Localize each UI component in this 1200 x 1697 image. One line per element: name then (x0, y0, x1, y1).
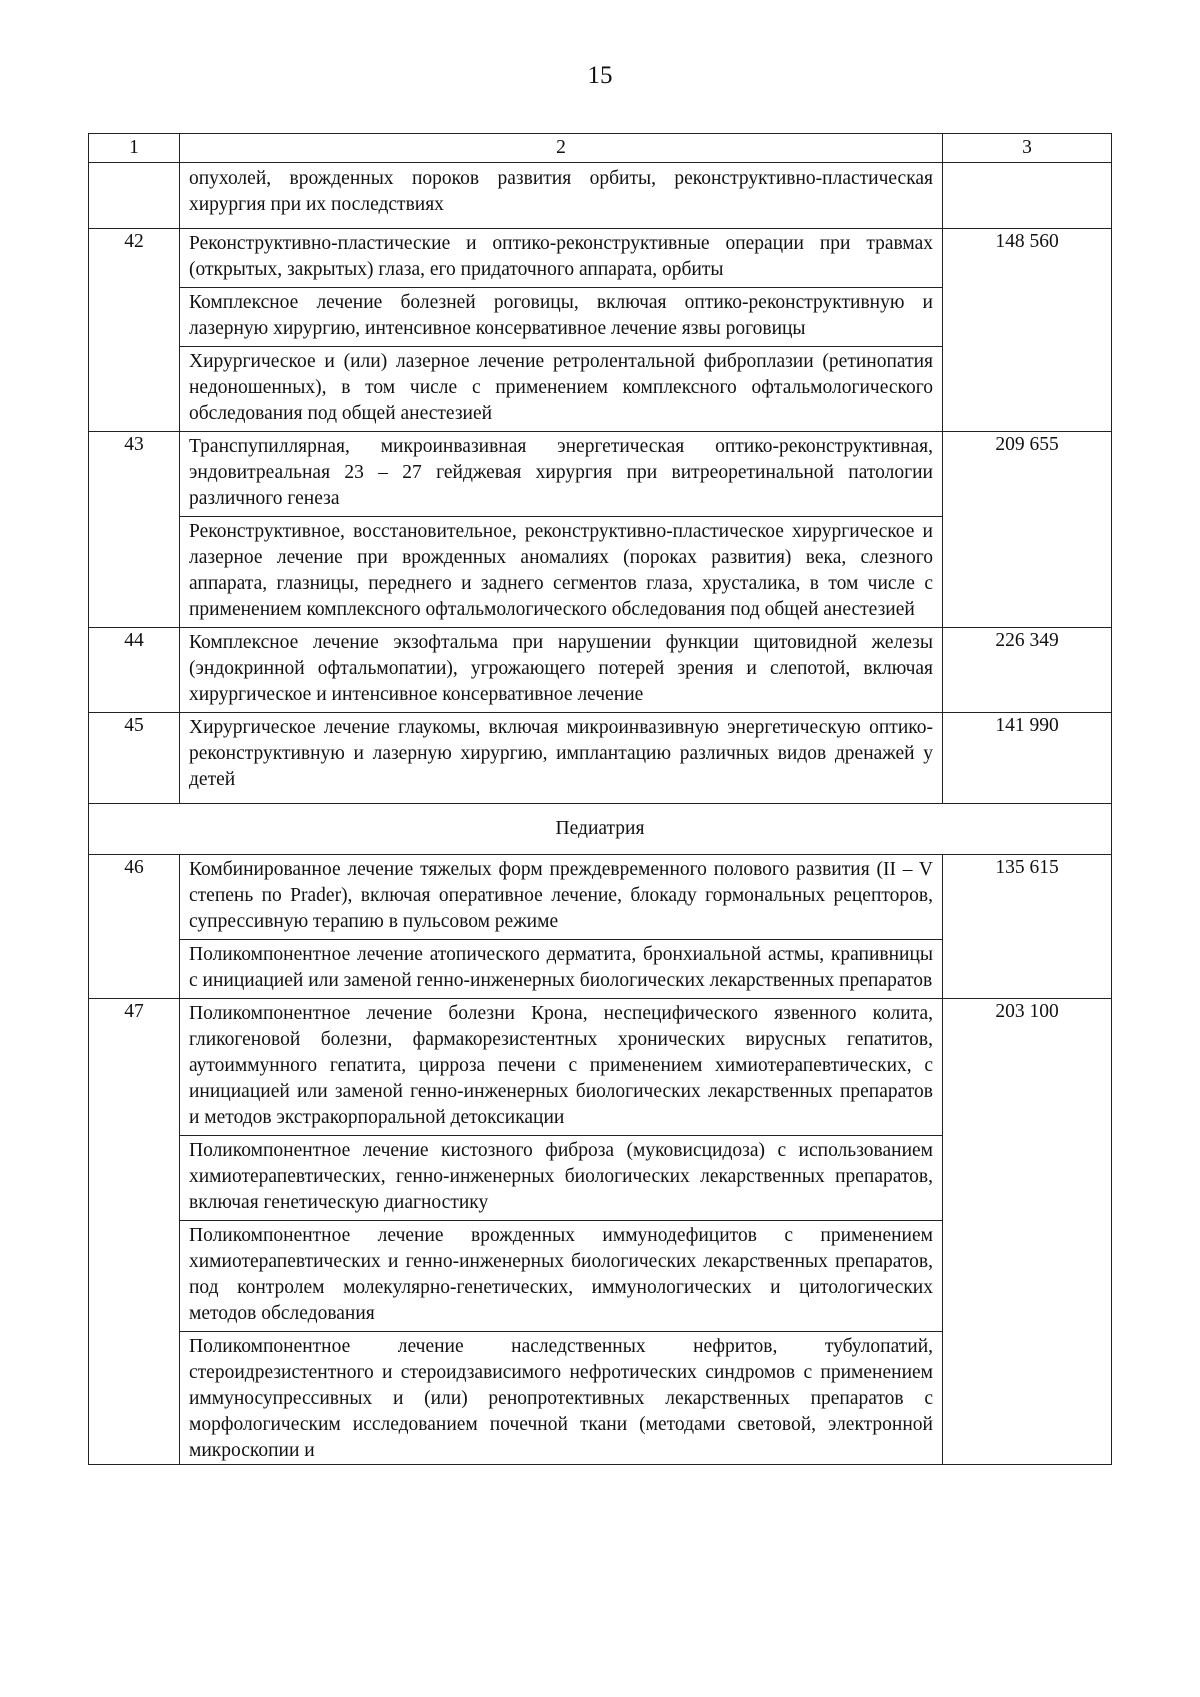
continuation-text: опухолей, врожденных пороков развития орбиты, реконструктивно-пластическая хирургия при их последствиях (189, 168, 933, 215)
row-cost: 226 349 (943, 628, 1112, 713)
service-item: Транспупиллярная, микроинвазивная энергетическая оптико-реконструктивная, эндовитреальная 23 – 27 гейджевая хирургия при витреоретинальной патологии различного генеза (180, 432, 942, 517)
table-row (89, 855, 1112, 999)
table-row (89, 432, 1112, 628)
row-description (180, 713, 943, 804)
row-cost: 148 560 (943, 229, 1112, 432)
service-item: Поликомпонентное лечение наследственных нефритов, тубулопатий, стероидрезистентного и стероидзависимого нефротических синдромов с применением иммуносупрессивных и (или) ренопротективных лекарственных препаратов с морфологическим исследованием почечной ткани (методами световой, электронной микроскопии и (189, 1336, 933, 1461)
service-item: Комплексное лечение экзофтальма при нарушении функции щитовидной железы (эндокринной офтальмопатии), угрожающего потерей зрения и слепотой, включая хирургическое и интенсивное консервативное лечение (189, 632, 933, 705)
row-description (180, 432, 943, 628)
row-cost: 203 100 (943, 999, 1112, 1465)
row-description (180, 229, 943, 432)
row-cost: 141 990 (943, 713, 1112, 804)
table-row (89, 713, 1112, 804)
continuation-row (89, 163, 1112, 229)
row-cost: 209 655 (943, 432, 1112, 628)
row-description (180, 999, 943, 1465)
continuation-num-cell (89, 163, 180, 229)
service-item: Поликомпонентное лечение болезни Крона, неспецифического язвенного колита, гликогеновой болезни, фармакорезистентных хронических вирусных гепатитов, аутоиммунного гепатита, цирроза печени с применением химиотерапевтических, с инициацией или заменой генно-инженерных биологических лекарственных препаратов и методов экстракорпоральной детоксикации (180, 999, 942, 1136)
row-description (180, 855, 943, 999)
service-item: Комбинированное лечение тяжелых форм преждевременного полового развития (II – V степень по Prader), включая оперативное лечение, блокаду гормональных рецепторов, супрессивную терапию в пульсовом режиме (180, 855, 942, 940)
page-number: 15 (587, 62, 613, 89)
column-header-1: 1 (89, 134, 180, 163)
row-number: 45 (89, 713, 180, 804)
table-header-row (89, 134, 1112, 163)
service-item: Поликомпонентное лечение кистозного фиброза (муковисцидоза) с использованием химиотерапевтических, генно-инженерных биологических лекарственных препаратов, включая генетическую диагностику (180, 1136, 942, 1221)
service-item: Реконструктивное, восстановительное, реконструктивно-пластическое хирургическое и лазерное лечение при врожденных аномалиях (пороках развития) века, слезного аппарата, глазницы, переднего и заднего сегментов глаза, хрусталика, в том числе с применением комплексного офтальмологического обследования под общей анестезией (189, 521, 933, 620)
table-row (89, 999, 1112, 1465)
service-item: Поликомпонентное лечение атопического дерматита, бронхиальной астмы, крапивницы с инициацией или заменой генно-инженерных биологических лекарственных препаратов (189, 944, 933, 991)
service-item: Поликомпонентное лечение врожденных иммунодефицитов с применением химиотерапевтических и генно-инженерных биологических лекарственных препаратов, под контролем молекулярно-генетических, иммунологических и цитологических методов обследования (180, 1221, 942, 1332)
service-item: Комплексное лечение болезней роговицы, включая оптико-реконструктивную и лазерную хирургию, интенсивное консервативное лечение язвы роговицы (180, 288, 942, 347)
row-description (180, 628, 943, 713)
row-number: 47 (89, 999, 180, 1465)
section-row (89, 804, 1112, 855)
continuation-cost-cell (943, 163, 1112, 229)
row-number: 42 (89, 229, 180, 432)
row-number: 44 (89, 628, 180, 713)
column-header-3: 3 (943, 134, 1112, 163)
continuation-desc-cell (180, 163, 943, 229)
column-header-2: 2 (180, 134, 943, 163)
row-number: 46 (89, 855, 180, 999)
service-item: Хирургическое и (или) лазерное лечение ретролентальной фиброплазии (ретинопатия недоношенных), в том числе с применением комплексного офтальмологического обследования под общей анестезией (189, 351, 933, 424)
table-row (89, 229, 1112, 432)
section-title: Педиатрия (89, 804, 1112, 855)
service-item: Хирургическое лечение глаукомы, включая микроинвазивную энергетическую оптико-реконструктивную и лазерную хирургию, имплантацию различных видов дренажей у детей (189, 717, 933, 790)
service-item: Реконструктивно-пластические и оптико-реконструктивные операции при травмах (открытых, закрытых) глаза, его придаточного аппарата, орбиты (180, 229, 942, 288)
row-cost: 135 615 (943, 855, 1112, 999)
row-number: 43 (89, 432, 180, 628)
services-table (88, 133, 1112, 1465)
table-row (89, 628, 1112, 713)
